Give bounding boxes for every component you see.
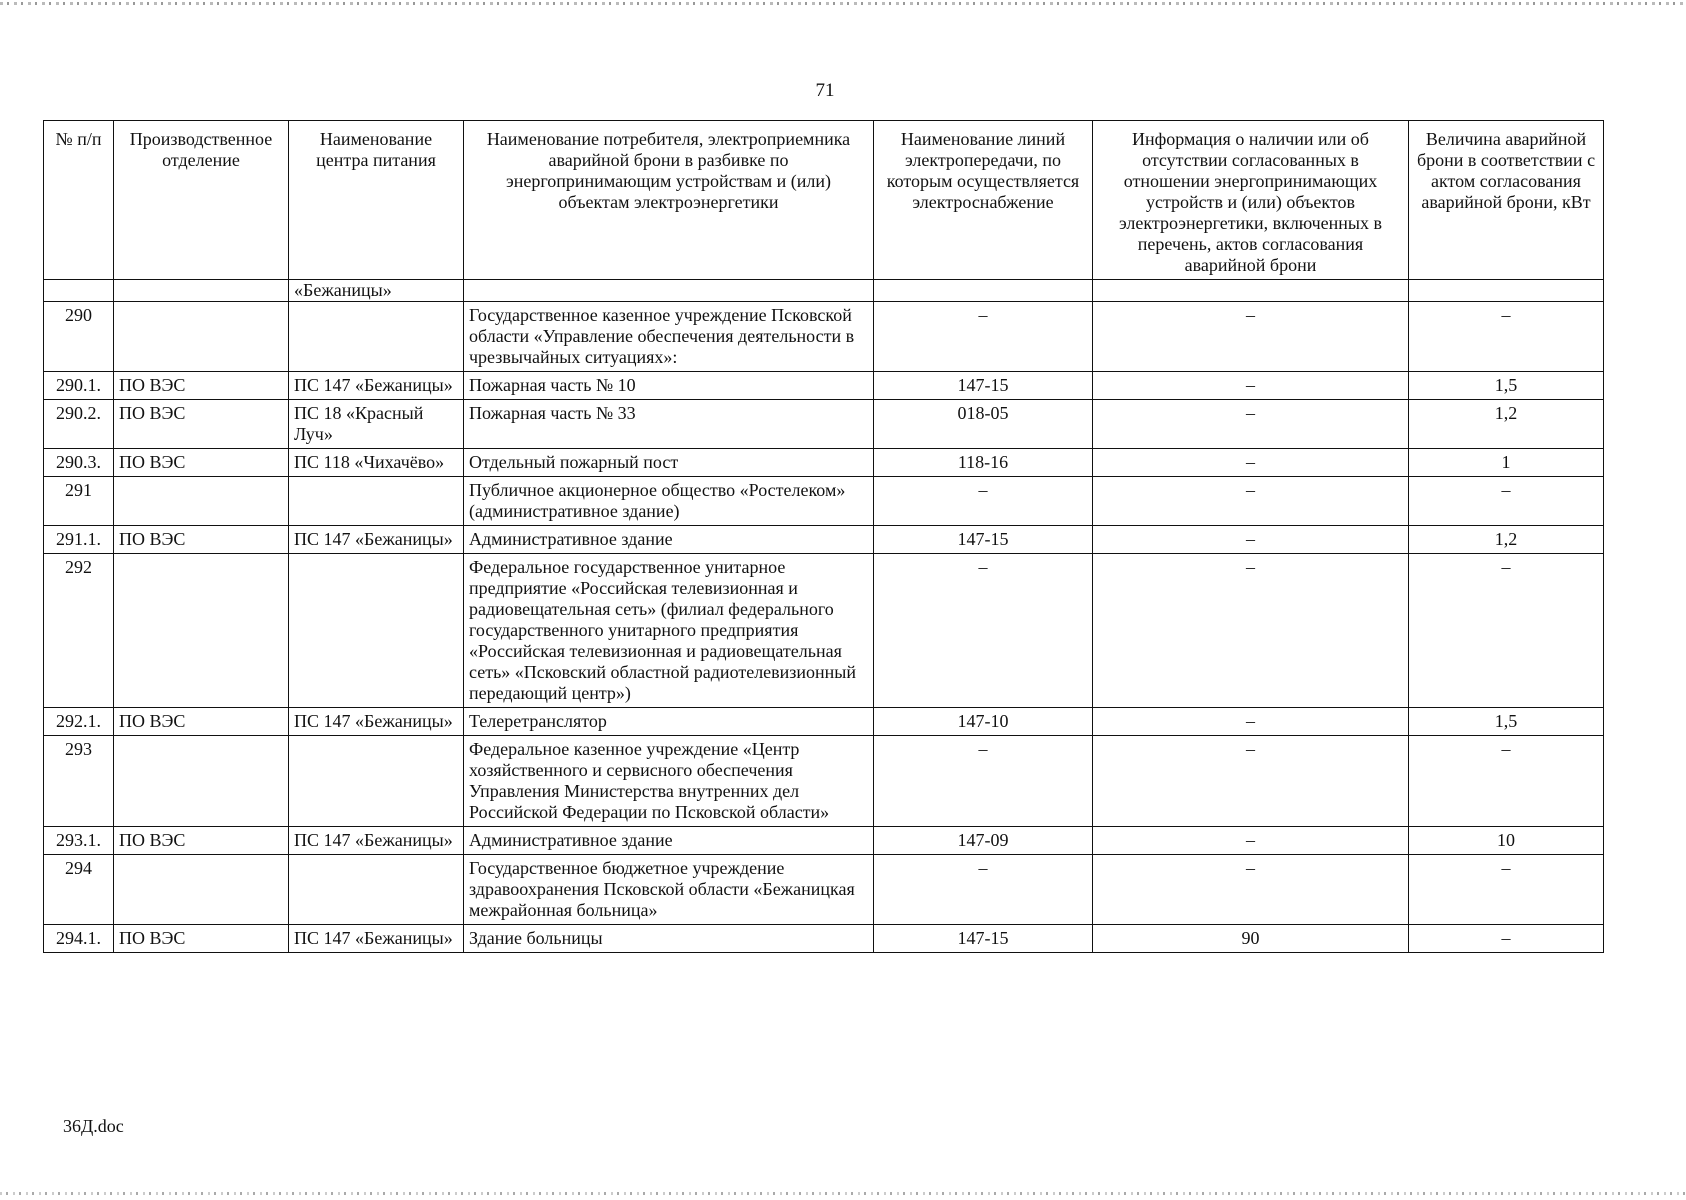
cell-reserve-kw: – bbox=[1409, 302, 1604, 372]
table-row bbox=[44, 708, 1604, 736]
cell-power-line: – bbox=[874, 477, 1093, 526]
table-row bbox=[44, 855, 1604, 925]
cell-department bbox=[114, 477, 289, 526]
cell-power-center: ПС 147 «Бежаницы» bbox=[289, 827, 464, 855]
cell-department bbox=[114, 855, 289, 925]
cell-power-center bbox=[289, 302, 464, 372]
scan-edge-top bbox=[0, 2, 1686, 5]
cell-reserve-kw: – bbox=[1409, 554, 1604, 708]
cell-approval-acts: – bbox=[1093, 827, 1409, 855]
table-header-row bbox=[44, 121, 1604, 280]
cell-approval-acts: – bbox=[1093, 372, 1409, 400]
cell-power-center: ПС 147 «Бежаницы» bbox=[289, 708, 464, 736]
cell-reserve-kw: – bbox=[1409, 925, 1604, 953]
cell-approval-acts: – bbox=[1093, 477, 1409, 526]
cell-power-center: ПС 118 «Чихачёво» bbox=[289, 449, 464, 477]
cell-consumer: Федеральное казенное учреждение «Центр хозяйственного и сервисного обеспечения Управления Министерства внутренних дел Российской Федерации по Псковской области» bbox=[464, 736, 874, 827]
cell-number: 290.3. bbox=[44, 449, 114, 477]
cell-power-line: – bbox=[874, 736, 1093, 827]
cell-reserve-kw: – bbox=[1409, 736, 1604, 827]
cell-approval-acts: – bbox=[1093, 400, 1409, 449]
cell-reserve-kw: – bbox=[1409, 855, 1604, 925]
cell-power-center bbox=[289, 855, 464, 925]
cell-department bbox=[114, 554, 289, 708]
cell-consumer: Административное здание bbox=[464, 526, 874, 554]
cell-reserve-kw: 1,2 bbox=[1409, 400, 1604, 449]
header-department: Производственное отделение bbox=[114, 121, 289, 280]
cell-consumer: Публичное акционерное общество «Ростелеком» (административное здание) bbox=[464, 477, 874, 526]
table-row bbox=[44, 372, 1604, 400]
cell-power-line: 147-15 bbox=[874, 526, 1093, 554]
cell-power-line: 147-10 bbox=[874, 708, 1093, 736]
cell-department: ПО ВЭС bbox=[114, 400, 289, 449]
cell-power-line: – bbox=[874, 855, 1093, 925]
cell-reserve-kw: 10 bbox=[1409, 827, 1604, 855]
table-row bbox=[44, 449, 1604, 477]
cell-power-center: ПС 18 «Красный Луч» bbox=[289, 400, 464, 449]
cell-number: 290 bbox=[44, 302, 114, 372]
table-row bbox=[44, 526, 1604, 554]
cell-power-line: 147-15 bbox=[874, 925, 1093, 953]
cell-power-line bbox=[874, 280, 1093, 302]
cell-power-center bbox=[289, 554, 464, 708]
cell-number: 294 bbox=[44, 855, 114, 925]
cell-power-center: ПС 147 «Бежаницы» bbox=[289, 372, 464, 400]
cell-power-line: – bbox=[874, 302, 1093, 372]
cell-approval-acts: – bbox=[1093, 449, 1409, 477]
cell-consumer: Административное здание bbox=[464, 827, 874, 855]
cell-department: ПО ВЭС bbox=[114, 449, 289, 477]
header-number: № п/п bbox=[44, 121, 114, 280]
table-row bbox=[44, 302, 1604, 372]
cell-reserve-kw: – bbox=[1409, 477, 1604, 526]
cell-number: 290.2. bbox=[44, 400, 114, 449]
cell-department bbox=[114, 302, 289, 372]
cell-power-line: – bbox=[874, 554, 1093, 708]
cell-power-center bbox=[289, 736, 464, 827]
cell-approval-acts bbox=[1093, 280, 1409, 302]
cell-power-line: 147-15 bbox=[874, 372, 1093, 400]
table-row bbox=[44, 477, 1604, 526]
continuation-row bbox=[44, 280, 1604, 302]
header-power-center: Наименование центра питания bbox=[289, 121, 464, 280]
cell-power-center: «Бежаницы» bbox=[289, 280, 464, 302]
cell-reserve-kw bbox=[1409, 280, 1604, 302]
cell-consumer: Отдельный пожарный пост bbox=[464, 449, 874, 477]
cell-power-center: ПС 147 «Бежаницы» bbox=[289, 925, 464, 953]
cell-reserve-kw: 1 bbox=[1409, 449, 1604, 477]
cell-approval-acts: – bbox=[1093, 855, 1409, 925]
cell-department: ПО ВЭС bbox=[114, 372, 289, 400]
table-row bbox=[44, 554, 1604, 708]
reserve-table bbox=[43, 120, 1604, 953]
header-reserve-kw: Величина аварийной брони в соответствии с актом согласования аварийной брони, кВт bbox=[1409, 121, 1604, 280]
cell-department: ПО ВЭС bbox=[114, 827, 289, 855]
header-consumer: Наименование потребителя, электроприемника аварийной брони в разбивке по энергопринимающим устройствам и (или) объектам электроэнергетики bbox=[464, 121, 874, 280]
cell-power-line: 147-09 bbox=[874, 827, 1093, 855]
cell-reserve-kw: 1,2 bbox=[1409, 526, 1604, 554]
cell-approval-acts: – bbox=[1093, 736, 1409, 827]
table-row bbox=[44, 827, 1604, 855]
cell-number: 291.1. bbox=[44, 526, 114, 554]
table-row bbox=[44, 400, 1604, 449]
cell-power-center: ПС 147 «Бежаницы» bbox=[289, 526, 464, 554]
cell-reserve-kw: 1,5 bbox=[1409, 708, 1604, 736]
page-number: 71 bbox=[815, 80, 835, 101]
cell-department bbox=[114, 736, 289, 827]
cell-number: 292 bbox=[44, 554, 114, 708]
table-row bbox=[44, 925, 1604, 953]
cell-approval-acts: 90 bbox=[1093, 925, 1409, 953]
cell-approval-acts: – bbox=[1093, 302, 1409, 372]
cell-approval-acts: – bbox=[1093, 526, 1409, 554]
cell-department: ПО ВЭС bbox=[114, 925, 289, 953]
cell-number: 290.1. bbox=[44, 372, 114, 400]
cell-department: ПО ВЭС bbox=[114, 708, 289, 736]
cell-approval-acts: – bbox=[1093, 708, 1409, 736]
table-row bbox=[44, 736, 1604, 827]
cell-number: 293.1. bbox=[44, 827, 114, 855]
cell-number: 292.1. bbox=[44, 708, 114, 736]
cell-department: ПО ВЭС bbox=[114, 526, 289, 554]
cell-consumer: Государственное бюджетное учреждение здравоохранения Псковской области «Бежаницкая межрайонная больница» bbox=[464, 855, 874, 925]
scan-edge-bottom bbox=[0, 1192, 1686, 1195]
cell-approval-acts: – bbox=[1093, 554, 1409, 708]
cell-consumer: Государственное казенное учреждение Псковской области «Управление обеспечения деятельности в чрезвычайных ситуациях»: bbox=[464, 302, 874, 372]
cell-number: 294.1. bbox=[44, 925, 114, 953]
cell-reserve-kw: 1,5 bbox=[1409, 372, 1604, 400]
header-power-line: Наименование линий электропередачи, по которым осуществляется электроснабжение bbox=[874, 121, 1093, 280]
cell-consumer: Пожарная часть № 10 bbox=[464, 372, 874, 400]
cell-power-line: 118-16 bbox=[874, 449, 1093, 477]
cell-number bbox=[44, 280, 114, 302]
file-name-footer: 36Д.doc bbox=[63, 1116, 124, 1136]
cell-power-center bbox=[289, 477, 464, 526]
cell-consumer: Пожарная часть № 33 bbox=[464, 400, 874, 449]
cell-number: 293 bbox=[44, 736, 114, 827]
cell-consumer: Здание больницы bbox=[464, 925, 874, 953]
cell-consumer: Федеральное государственное унитарное предприятие «Российская телевизионная и радиовещательная сеть» (филиал федерального государственного унитарного предприятия «Российская телевизионная и радиовещательная сеть» «Псковский областной радиотелевизионный передающий центр») bbox=[464, 554, 874, 708]
cell-consumer bbox=[464, 280, 874, 302]
cell-department bbox=[114, 280, 289, 302]
header-approval-acts: Информация о наличии или об отсутствии согласованных в отношении энергопринимающих устройств и (или) объектов электроэнергетики, включенных в перечень, актов согласования аварийной брони bbox=[1093, 121, 1409, 280]
cell-number: 291 bbox=[44, 477, 114, 526]
cell-power-line: 018-05 bbox=[874, 400, 1093, 449]
cell-consumer: Телеретранслятор bbox=[464, 708, 874, 736]
